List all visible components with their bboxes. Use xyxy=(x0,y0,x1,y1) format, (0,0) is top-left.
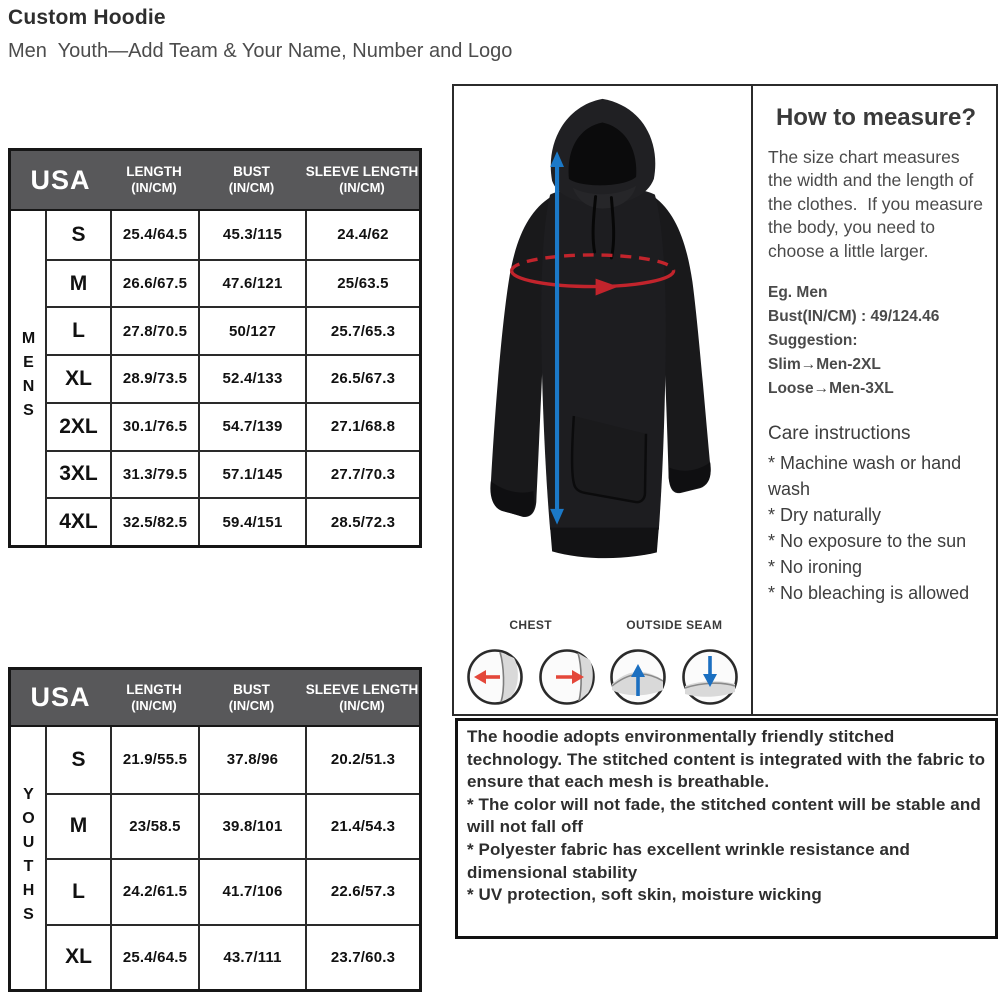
length-cell: 30.1/76.5 xyxy=(110,402,198,450)
size-cell: 4XL xyxy=(45,497,110,545)
bust-cell: 41.7/106 xyxy=(198,858,305,924)
length-cell: 23/58.5 xyxy=(110,793,198,859)
bust-cell: 59.4/151 xyxy=(198,497,305,545)
bust-cell: 47.6/121 xyxy=(198,259,305,307)
length-cell: 31.3/79.5 xyxy=(110,450,198,498)
measure-heading: How to measure? xyxy=(775,104,977,131)
length-cell: 24.2/61.5 xyxy=(110,858,198,924)
size-cell: L xyxy=(45,306,110,354)
column-unit: (IN/CM) xyxy=(228,180,275,196)
sleeve-cell: 24.4/62 xyxy=(305,211,419,259)
column-unit: (IN/CM) xyxy=(339,697,385,713)
chest-arrow-left-icon xyxy=(464,646,526,708)
column-unit: (IN/CM) xyxy=(339,180,385,196)
care-item: * Dry naturally xyxy=(768,505,882,526)
care-item: * No bleaching is allowed xyxy=(768,582,970,603)
mens-table-header xyxy=(11,151,419,211)
chest-arrow-right-icon xyxy=(536,646,598,708)
chest-icon-pair xyxy=(464,646,598,708)
chest-label: CHEST xyxy=(509,618,552,632)
chest-icon-group xyxy=(464,618,598,708)
sleeve-cell: 23.7/60.3 xyxy=(305,924,419,990)
size-cell: S xyxy=(45,211,110,259)
corner-label: USA xyxy=(30,164,91,195)
column-header-bust xyxy=(198,164,305,196)
length-cell: 21.9/55.5 xyxy=(110,727,198,793)
care-heading: Care instructions xyxy=(768,423,911,445)
sleeve-cell: 22.6/57.3 xyxy=(305,858,419,924)
page-title: Custom Hoodie xyxy=(8,6,166,29)
care-list xyxy=(768,451,984,606)
column-name: SLEEVE LENGTH xyxy=(305,681,419,697)
length-cell: 32.5/82.5 xyxy=(110,497,198,545)
column-header-sleeve xyxy=(305,164,419,196)
bust-cell: 45.3/115 xyxy=(198,211,305,259)
length-cell: 26.6/67.5 xyxy=(110,259,198,307)
group-label-youths: YOUTHS xyxy=(20,786,37,930)
column-name: LENGTH xyxy=(126,164,182,180)
description-bullet: * Polyester fabric has excellent wrinkle resistance and dimensional stability xyxy=(467,840,910,882)
size-cell: L xyxy=(45,858,110,924)
bust-cell: 57.1/145 xyxy=(198,450,305,498)
hoodie-hem xyxy=(550,528,659,559)
hoodie-image xyxy=(454,86,751,580)
example-line: Bust(IN/CM) : 49/124.46 xyxy=(768,308,940,326)
seam-arrow-up-icon xyxy=(607,646,669,708)
column-header-length xyxy=(110,164,198,196)
youths-table-body xyxy=(11,727,419,989)
sleeve-cell: 27.7/70.3 xyxy=(305,450,419,498)
care-item: * No exposure to the sun xyxy=(768,530,967,551)
column-name: BUST xyxy=(233,164,270,180)
youths-table-header xyxy=(11,670,419,727)
mens-table-body xyxy=(11,211,419,545)
column-unit: (IN/CM) xyxy=(131,697,177,713)
bust-cell: 54.7/139 xyxy=(198,402,305,450)
corner-label: USA xyxy=(30,682,91,712)
bust-cell: 37.8/96 xyxy=(198,727,305,793)
size-cell: 2XL xyxy=(45,402,110,450)
sleeve-cell: 27.1/68.8 xyxy=(305,402,419,450)
care-item: * Machine wash or hand wash xyxy=(768,453,962,500)
column-header-length xyxy=(110,682,198,714)
description-intro: The hoodie adopts environmentally friendly stitched technology. The stitched content is integrated with the fabric to ensure that each mesh is breathable. xyxy=(467,727,986,792)
outside-seam-icon-pair xyxy=(607,646,741,708)
sleeve-cell: 21.4/54.3 xyxy=(305,793,419,859)
column-unit: (IN/CM) xyxy=(228,697,275,713)
size-cell: M xyxy=(45,259,110,307)
main-box xyxy=(452,84,998,716)
how-to-measure-panel xyxy=(753,86,996,714)
column-header-sleeve xyxy=(305,682,419,714)
outside-seam-label: OUTSIDE SEAM xyxy=(626,618,723,632)
column-header-bust xyxy=(198,682,305,714)
description-bullet: * The color will not fade, the stitched content will be stable and will not fall off xyxy=(467,794,981,837)
example-line: Eg. Men xyxy=(768,284,828,302)
column-unit: (IN/CM) xyxy=(131,180,177,196)
sleeve-cell: 20.2/51.3 xyxy=(305,727,419,793)
youths-size-table xyxy=(8,667,422,992)
bust-cell: 43.7/111 xyxy=(198,924,305,990)
bust-cell: 50/127 xyxy=(198,306,305,354)
length-cell: 25.4/64.5 xyxy=(110,211,198,259)
care-item: * No ironing xyxy=(768,556,863,577)
sleeve-cell: 25.7/65.3 xyxy=(305,306,419,354)
column-name: BUST xyxy=(233,681,270,697)
hoodie-panel xyxy=(454,86,753,714)
example-line: Loose→Men-3XL xyxy=(768,380,894,398)
sleeve-cell: 28.5/72.3 xyxy=(305,497,419,545)
column-name: SLEEVE LENGTH xyxy=(305,164,419,180)
sleeve-cell: 26.5/67.3 xyxy=(305,354,419,402)
mens-size-table xyxy=(8,148,422,548)
outside-seam-icon-group xyxy=(607,618,741,708)
seam-arrow-down-icon xyxy=(679,646,741,708)
sleeve-cell: 25/63.5 xyxy=(305,259,419,307)
size-cell: 3XL xyxy=(45,450,110,498)
description-box xyxy=(455,718,998,939)
example-line: Suggestion: xyxy=(768,332,858,350)
size-cell: XL xyxy=(45,354,110,402)
size-cell: M xyxy=(45,793,110,859)
column-name: LENGTH xyxy=(126,681,182,697)
page-header xyxy=(8,6,512,63)
measure-body: The size chart measures the width and the length of the clothes. If you measure the body, you need to choose a little larger. xyxy=(768,147,988,261)
group-label-mens: MENS xyxy=(20,330,37,426)
measure-icons-area xyxy=(454,618,751,708)
measure-example xyxy=(768,281,984,401)
length-cell: 28.9/73.5 xyxy=(110,354,198,402)
bust-cell: 52.4/133 xyxy=(198,354,305,402)
length-cell: 27.8/70.5 xyxy=(110,306,198,354)
length-cell: 25.4/64.5 xyxy=(110,924,198,990)
bust-cell: 39.8/101 xyxy=(198,793,305,859)
size-cell: XL xyxy=(45,924,110,990)
example-line: Slim→Men-2XL xyxy=(768,356,881,374)
page-subtitle: Men Youth—Add Team & Your Name, Number and Logo xyxy=(8,40,513,62)
description-bullet: * UV protection, soft skin, moisture wicking xyxy=(467,885,822,905)
size-cell: S xyxy=(45,727,110,793)
